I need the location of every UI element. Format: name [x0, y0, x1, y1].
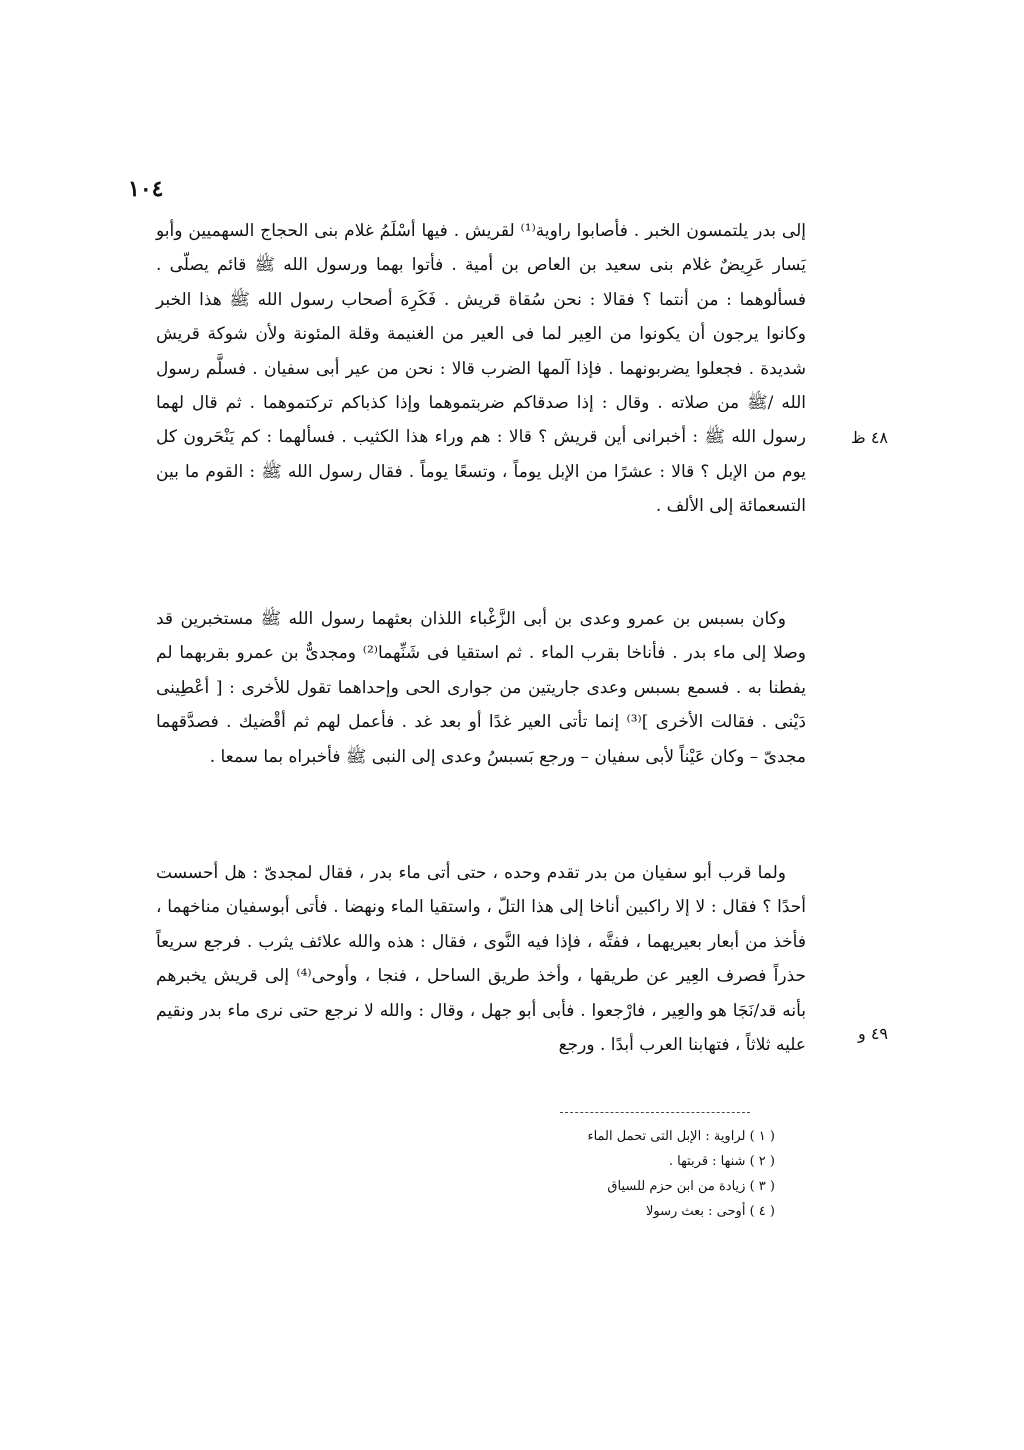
page-number: ١٠٤: [128, 176, 164, 202]
footnote-1: ( ١ ) لراوية : الإبل التى تحمل الماء: [587, 1129, 775, 1144]
paragraph-1: [156, 214, 806, 524]
paragraph-text: وكان بسبس بن عمرو وعدى بن أبى الزَّغْباء اللذان بعثهما رسول الله ﷺ مستخبرين قد وصلا إلى ماء بدر . فأناخا بقرب الماء . ثم استقيا فى شَنِّهما⁽²⁾ ومجدىٌّ بن عمرو بقربهما لم يفطنا به . فسمع بسبس وعدى جاريتين من جوارى الحى وإحداهما تقول للأخرى : [ أعْطِينى دَيْنى . فقالت الأخرى ]⁽³⁾ إنما تأتى العير غدًا أو بعد غد . فأعمل لهم ثم أقْضيك . فصدَّقهما مجدىّ – وكان عَيْناً لأبى سفيان – ورجع بَسبسُ وعدى إلى النبى ﷺ فأخبراه بما سمعا .: [156, 609, 806, 767]
footnotes-list: [460, 1124, 775, 1224]
paragraph-text: ولما قرب أبو سفيان من بدر تقدم وحده ، حتى أتى ماء بدر ، فقال لمجدىّ : هل أحسست أحدًا ؟ فقال : لا إلا راكبين أناخا إلى هذا التلّ ، واستقيا الماء ونهضا . فأتى أبوسفيان مناخهما ، فأخذ من أبعار بعيريهما ، ففتَّه ، فإذا فيه النَّوى ، فقال : هذه والله علائف يثرب . فرجع سريعاً حذراً فصرف العِير عن طريقها ، وأخذ طريق الساحل ، فنجا ، وأوحى⁽⁴⁾ إلى قريش يخبرهم بأنه قد/نَجَا هو والعِير ، فارْجعوا . فأبى أبو جهل ، وقال : والله لا نرجع حتى نرى ماء بدر ونقيم عليه ثلاثاً ، فتهابنا العرب أبدًا . ورجع: [156, 863, 807, 1056]
margin-note-folio-48: ٤٨ ظ: [850, 428, 888, 447]
paragraph-3: [156, 856, 806, 1062]
footnote-2: ( ٢ ) شنها : قربتها .: [668, 1154, 775, 1169]
paragraph-text: إلى بدر يلتمسون الخبر . فأصابوا راوية⁽¹⁾ لقريش . فيها أسْلَمُ غلام بنى الحجاج السهميين وأبو يَسار عَرِيضٌ غلام بنى سعيد بن العاص بن أمية . فأتوا بهما ورسول الله ﷺ قائم يصلّى . فسألوهما : من أنتما ؟ فقالا : نحن سُقاة قريش . فَكَرِهَ أصحاب رسول الله ﷺ هذا الخبر وكانوا يرجون أن يكونوا من العِير لما فى العير من الغنيمة وقلة المئونة ولأن شوكة قريش شديدة . فجعلوا يضربونهما . فإذا آلمها الضرب قالا : نحن من عير أبى سفيان . فسلَّم رسول الله /ﷺ من صلاته . وقال : إذا صدقاكم ضربتموهما وإذا كذباكم تركتموهما . ثم قال لهما رسول الله ﷺ : أخبرانى أين قريش ؟ قالا : هم وراء هذا الكثيب . فسألهما : كم يَنْحَرون كل يوم من الإبل ؟ قالا : عشرًا من الإبل يوماً ، وتسعًا يوماً . فقال رسول الله ﷺ : القوم ما بين التسعمائة إلى الألف .: [156, 221, 806, 517]
margin-note-folio-49: ٤٩ و: [858, 1024, 888, 1043]
footnote-4: ( ٤ ) أوحى : بعث رسولا: [645, 1204, 775, 1219]
footnote-3: ( ٣ ) زيادة من ابن حزم للسياق: [607, 1179, 775, 1194]
footnote-divider: [560, 1112, 750, 1113]
paragraph-2: [156, 602, 806, 774]
